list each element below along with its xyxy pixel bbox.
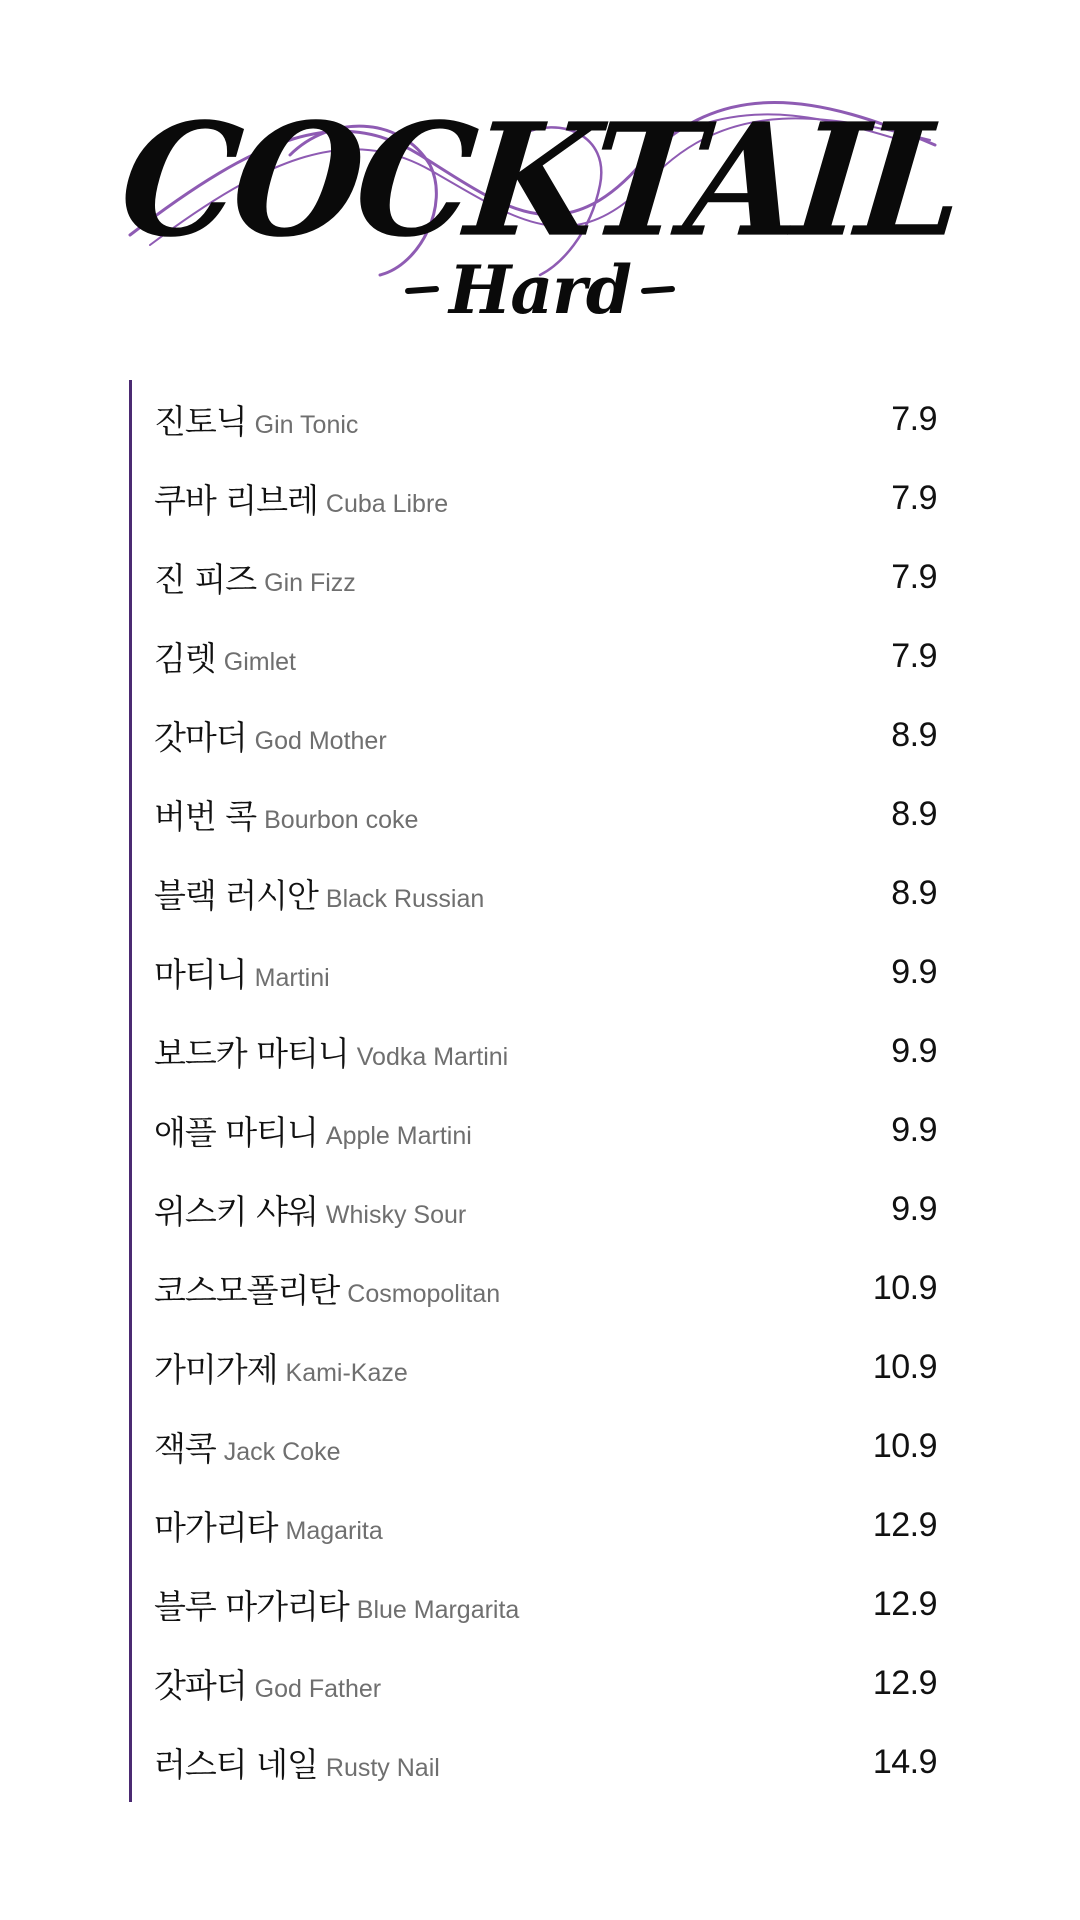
menu-item-names [154,1739,440,1786]
menu-item-english-name: Cuba Libre [325,490,449,518]
menu-item-names [154,1423,340,1470]
menu-item [132,1486,937,1565]
menu-item [132,1170,937,1249]
menu-subtitle: Hard [448,251,632,329]
menu-item-english-name: Gin Fizz [264,569,356,597]
menu-item-english-name: Gimlet [223,648,296,676]
menu-item-korean-name: 쿠바 리브레 [154,481,318,520]
menu-item-price: 7.9 [891,479,937,517]
menu-item-korean-name: 코스모폴리탄 [154,1271,340,1310]
menu-item-price: 14.9 [872,1743,937,1781]
menu-item-korean-name: 갓마더 [154,718,247,757]
menu-item [132,1091,937,1170]
menu-item-korean-name: 러스티 네일 [154,1745,318,1784]
cocktail-menu-list [129,380,937,1802]
menu-item-korean-name: 블루 마가리타 [154,1587,349,1626]
menu-item-english-name: Kami-Kaze [285,1359,408,1387]
subtitle-dash-left [405,286,439,294]
menu-item-korean-name: 애플 마티니 [154,1113,318,1152]
menu-item [132,617,937,696]
menu-item [132,380,937,459]
menu-item-korean-name: 버번 콕 [154,797,257,836]
menu-item-korean-name: 위스키 샤워 [154,1192,318,1231]
menu-item-price: 8.9 [891,716,937,754]
menu-item-names [154,1186,466,1233]
menu-item-english-name: Blue Margarita [356,1596,520,1624]
menu-item [132,1565,937,1644]
menu-item-english-name: Bourbon coke [264,806,419,834]
subtitle-dash-right [641,286,675,294]
menu-item-english-name: Martini [254,964,330,992]
menu-item-english-name: Magarita [285,1517,383,1545]
menu-item-price: 8.9 [891,874,937,912]
menu-item-price: 10.9 [872,1427,937,1465]
menu-header [0,88,1080,335]
menu-item-price: 7.9 [891,637,937,675]
menu-item-english-name: Gin Tonic [254,411,359,439]
menu-item-names [154,1265,500,1312]
menu-item-price: 10.9 [872,1348,937,1386]
menu-item-names [154,1028,508,1075]
menu-item-english-name: God Father [254,1675,382,1703]
menu-item [132,538,937,617]
menu-title: COCKTAIL [112,88,968,272]
menu-item-english-name: Vodka Martini [356,1043,509,1071]
menu-item-korean-name: 갓파더 [154,1666,247,1705]
menu-item-english-name: Whisky Sour [325,1201,467,1229]
menu-item-price: 9.9 [891,1190,937,1228]
menu-item-english-name: God Mother [254,727,387,755]
menu-item-korean-name: 잭콕 [154,1429,216,1468]
menu-item-price: 9.9 [891,953,937,991]
menu-item [132,1249,937,1328]
menu-item-english-name: Cosmopolitan [347,1280,501,1308]
menu-item-korean-name: 보드카 마티니 [154,1034,349,1073]
menu-item-price: 7.9 [891,400,937,438]
menu-item-english-name: Black Russian [325,885,485,913]
menu-item-names [154,949,330,996]
menu-item [132,775,937,854]
menu-item-names [154,1660,381,1707]
menu-item-korean-name: 진 피즈 [154,560,257,599]
menu-item [132,696,937,775]
menu-item-names [154,712,387,759]
menu-item-korean-name: 진토닉 [154,402,247,441]
menu-item-korean-name: 마가리타 [154,1508,278,1547]
menu-item-names [154,1107,472,1154]
menu-item-korean-name: 블랙 러시안 [154,876,318,915]
menu-item-english-name: Jack Coke [223,1438,341,1466]
menu-item-names [154,1344,408,1391]
menu-item-english-name: Apple Martini [325,1122,472,1150]
menu-item-names [154,554,356,601]
menu-item [132,1328,937,1407]
menu-item [132,1644,937,1723]
menu-item-names [154,791,418,838]
menu-item-price: 12.9 [872,1664,937,1702]
menu-item-price: 12.9 [872,1506,937,1544]
menu-item-names [154,1581,519,1628]
menu-item-names [154,396,358,443]
menu-item-price: 9.9 [891,1032,937,1070]
menu-item-price: 12.9 [872,1585,937,1623]
menu-item [132,854,937,933]
menu-subtitle-row [0,250,1080,330]
menu-item [132,459,937,538]
menu-item-price: 9.9 [891,1111,937,1149]
menu-item-korean-name: 김렛 [154,639,216,678]
menu-item [132,933,937,1012]
menu-item [132,1723,937,1802]
menu-item-price: 10.9 [872,1269,937,1307]
menu-item-korean-name: 가미가제 [154,1350,278,1389]
menu-item-names [154,870,484,917]
menu-item-price: 7.9 [891,558,937,596]
menu-item-names [154,475,448,522]
menu-item-names [154,1502,383,1549]
menu-item-english-name: Rusty Nail [325,1754,440,1782]
menu-item [132,1012,937,1091]
menu-item-names [154,633,296,680]
menu-item-korean-name: 마티니 [154,955,247,994]
menu-item [132,1407,937,1486]
menu-item-price: 8.9 [891,795,937,833]
